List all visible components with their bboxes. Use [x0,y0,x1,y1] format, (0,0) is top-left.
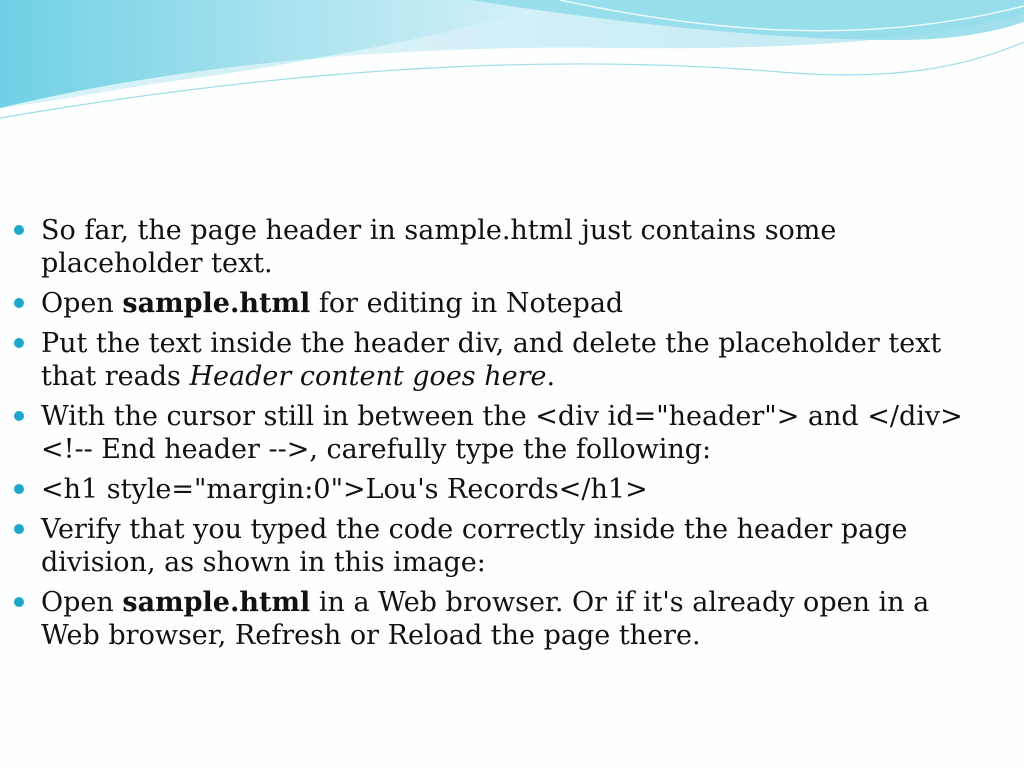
bullet-dot-icon [14,411,24,421]
bullet-dot-icon [14,484,24,494]
bullet-item [14,287,974,320]
bullet-item [14,473,974,506]
bullet-dot-icon [14,597,24,607]
slide-body [14,214,974,659]
bullet-list [14,214,974,652]
bullet-item [14,327,974,393]
bullet-text: Verify that you typed the code correctly inside the header page division, as shown in this image: [41,514,908,578]
bullet-text-pre: Open [41,288,123,319]
bullet-text-bold: sample.html [122,288,311,319]
bullet-text-post: . [546,361,556,392]
bullet-text: With the cursor still in between the <div id="header"> and </div><!-- End header -->, carefully type the following: [41,401,963,465]
bullet-text: <h1 style="margin:0">Lou's Records</h1> [41,474,648,505]
bullet-dot-icon [14,524,24,534]
bullet-text-italic: Header content goes here [189,361,547,392]
bullet-item [14,214,974,280]
bullet-item [14,400,974,466]
bullet-text-pre: Put the text inside the header div, and delete the placeholder text that reads [41,328,942,392]
bullet-text-bold: sample.html [122,587,311,618]
bullet-text-post: in a Web browser. Or if it's already open in a Web browser, Refresh or Reload the page there. [41,587,930,651]
bullet-item [14,586,974,652]
bullet-text: So far, the page header in sample.html just contains some placeholder text. [41,215,837,279]
bullet-text-post: for editing in Notepad [310,288,624,319]
bullet-text-pre: Open [41,587,123,618]
header-wave-decoration [0,0,1024,130]
bullet-dot-icon [14,338,24,348]
bullet-dot-icon [14,225,24,235]
bullet-item [14,513,974,579]
bullet-dot-icon [14,298,24,308]
